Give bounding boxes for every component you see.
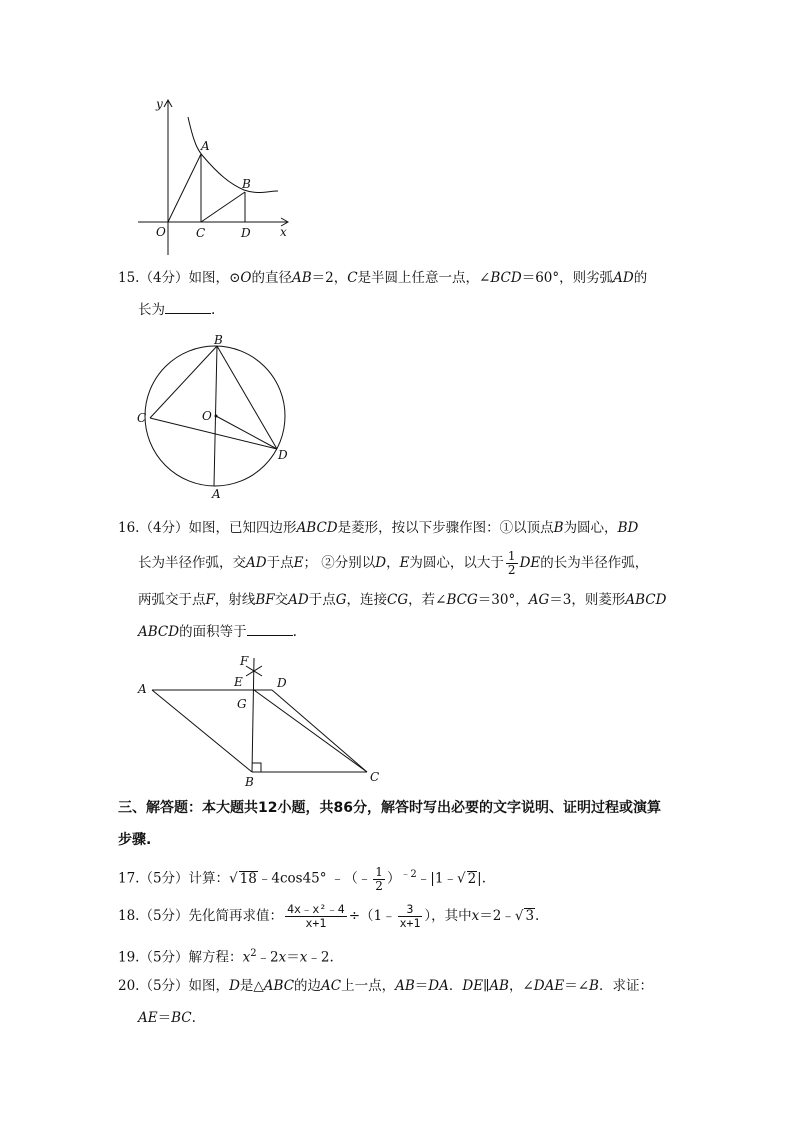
q15-line1: 15.（4分）如图，⊙O的直径AB＝2，C是半圆上任意一点，∠BCD＝60°，则劣弧AD的 [118,270,648,286]
q20-line1: 20.（5分）如图，D是△ABC的边AC上一点，AB＝DA．DE∥AB，∠DAE＝∠B．求证： [118,978,653,994]
q16-line4: ABCD的面积等于 . [138,624,297,640]
label-O: O [202,409,212,423]
fraction-half: $\frac{1}{2}$ [375,864,383,893]
label-A: A [138,682,147,696]
fraction-half: $\frac{1}{2}$ [507,549,516,577]
label-E: E [234,675,243,689]
label-B: B [214,333,223,347]
label-A: A [201,139,210,153]
figure-q15 [130,328,300,503]
fraction-expression-2: $\frac{3}{x+1}$ [399,902,421,930]
label-x: x [280,225,287,239]
label-A: A [212,487,221,501]
q19: 19.（5分）解方程：$x^2﹣2x=x﹣2$. [118,948,334,966]
label-C: C [370,770,380,784]
q20-line2: AE＝BC. [138,1010,196,1026]
label-D: D [241,226,251,240]
answer-blank[interactable] [165,301,211,314]
q15-line2: 长为 . [138,302,216,318]
answer-blank[interactable] [247,623,293,636]
label-G: G [237,697,247,711]
label-B: B [242,177,251,191]
label-O: O [156,225,166,239]
q16-line2: 长为半径作弧，交AD于点E； ②分别以D，E为圆心，以大于 $\frac{1}{2}$ DE的长为半径作弧， [138,549,649,577]
q16-line3: 两弧交于点F，射线BF交AD于点G，连接CG，若∠BCG＝30°，AG＝3，则菱形ABCD [138,592,667,608]
q17: 17.（5分）计算：√ 18﹣4cos45° ﹣（﹣ $\frac{1}{2}$ ）$^{﹣2}$﹣|1﹣√ 2|. [118,864,486,893]
label-B: B [245,775,254,789]
q16-line1: 16.（4分）如图，已知四边形ABCD是菱形，按以下步骤作图：①以顶点B为圆心，BD [118,520,639,536]
label-D: D [278,448,288,462]
label-C: C [196,226,206,240]
label-F: F [240,654,249,668]
q18: 18.（5分）先化简再求值： $\frac{\text{4x﹣x²﹣4}}{x+1}$ ÷（1﹣ $\frac{3}{x+1}$ ），其中x＝2﹣√ 3. [118,902,540,930]
figure-q14 [130,92,300,262]
fraction-expression: $\frac{\text{4x﹣x²﹣4}}{x+1}$ [287,902,345,930]
section-heading: 三、解答题：本大题共12小题，共86分，解答时写出必要的文字说明、证明过程或演算 [118,800,661,816]
section-heading-line2: 步骤. [118,832,152,848]
figure-q16 [130,650,390,790]
label-C: C [137,411,147,425]
label-y: y [156,97,163,111]
label-D: D [277,676,287,690]
